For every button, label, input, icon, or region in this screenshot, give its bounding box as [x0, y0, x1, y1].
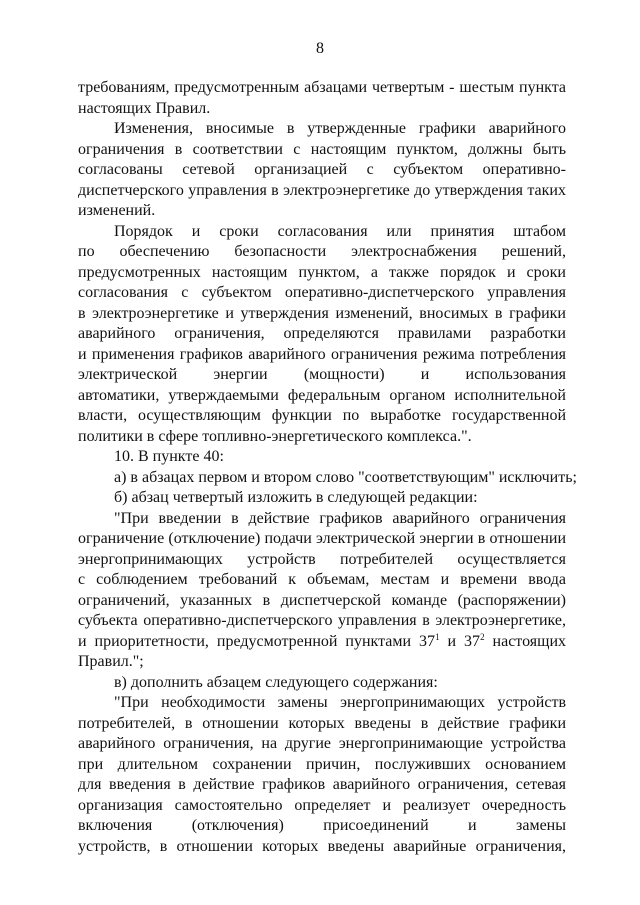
paragraph-first-line: в) дополнить абзацем следующего содержания:	[114, 673, 438, 691]
text-line: политики в сфере топливно-энергетического комплекса.".	[78, 427, 472, 445]
page-number: 8	[316, 40, 324, 57]
text-line: для введения в действие графиков аварийного ограничения, сетевая	[78, 776, 566, 793]
text-line: Правил.";	[78, 653, 144, 670]
text-line: аварийного ограничения, на другие энергопринимающие устройства	[78, 735, 566, 752]
text-line: по обеспечению безопасности электроснабжения решений,	[78, 243, 566, 260]
text-line: диспетчерского управления в электроэнергетике до утверждения таких	[78, 181, 566, 199]
document-body	[78, 78, 577, 857]
text-line: согласования с субъектом оперативно-диспетчерского управления	[78, 284, 566, 301]
text-line: субъекта оперативно-диспетчерского управления в электроэнергетике,	[78, 612, 566, 629]
text-line: ограничение (отключение) подачи электрической энергии в отношении	[78, 530, 566, 547]
text-line: предусмотренных настоящим пунктом, а также порядок и сроки	[78, 263, 566, 281]
paragraph-first-line: "При введении в действие графиков аварийного ограничения	[114, 509, 566, 527]
text-line: согласованы сетевой организацией с субъектом оперативно-	[78, 161, 566, 178]
text-line: энергопринимающих устройств потребителей осуществляется	[78, 550, 566, 568]
text-line: в электроэнергетике и утверждения изменений, вносимых в графики	[78, 304, 566, 322]
text-line: аварийного ограничения, определяются правилами разработки	[78, 325, 566, 342]
text-line: ограничений, указанных в диспетчерской команде (распоряжении)	[78, 591, 566, 609]
text-line: и применения графиков аварийного ограничения режима потребления	[78, 345, 566, 363]
text-line: потребителей, в отношении которых введены в действие графики	[78, 714, 566, 732]
text-line: изменений.	[78, 202, 156, 219]
text-line: требованиям, предусмотренным абзацами четвертым - шестым пункта	[78, 79, 566, 96]
text-line: с соблюдением требований к объемам, местам и времени ввода	[78, 571, 566, 588]
paragraph-first-line: "При необходимости замены энергопринимающих устройств	[114, 694, 566, 711]
paragraph-first-line: Порядок и сроки согласования или принятия штабом	[114, 222, 566, 240]
text-line: включения (отключения) присоединений и замены	[78, 817, 566, 834]
text-line: организация самостоятельно определяет и реализует очередность	[78, 796, 566, 814]
paragraph-first-line: б) абзац четвертый изложить в следующей редакции:	[114, 489, 478, 506]
text-line: устройств, в отношении которых введены аварийные ограничения,	[78, 837, 566, 855]
paragraph-first-line: а) в абзацах первом и втором слово "соответствующим" исключить;	[114, 468, 577, 486]
text-line: и приоритетности, предусмотренной пунктами $37^1$ и $37^2$ настоящих	[78, 631, 566, 650]
text-line: власти, осуществляющим функции по выработке государственной	[78, 407, 566, 424]
text-line: автоматики, утверждаемыми федеральным органом исполнительной	[78, 386, 566, 404]
text-line: ограничения в соответствии с настоящим пунктом, должны быть	[78, 140, 566, 158]
text-line: настоящих Правил.	[78, 99, 211, 117]
paragraph-first-line: 10. В пункте 40:	[114, 448, 224, 465]
paragraph-first-line: Изменения, вносимые в утвержденные графики аварийного	[114, 120, 566, 137]
text-line: электрической энергии (мощности) и использования	[78, 366, 566, 383]
text-line: при длительном сохранении причин, послуживших основанием	[78, 755, 566, 773]
